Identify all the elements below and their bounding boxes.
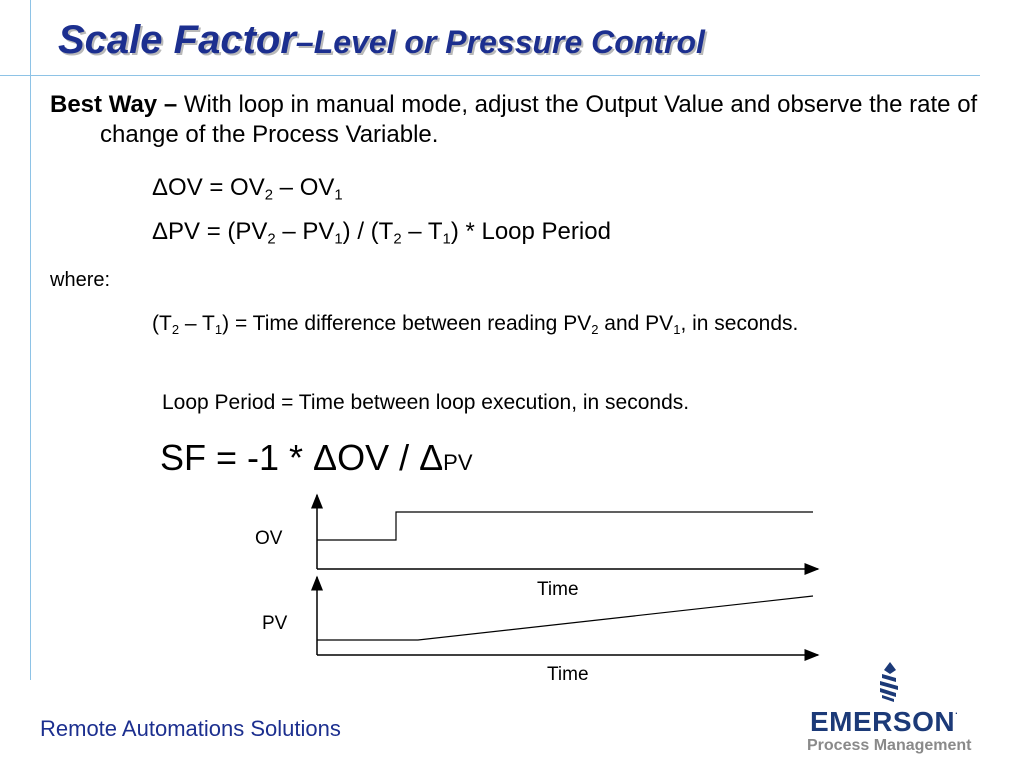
logo-trademark: . bbox=[955, 706, 959, 716]
eq-ov-subscript: 2 bbox=[264, 187, 274, 204]
eq-pv-part: – T bbox=[401, 218, 443, 245]
eq-pv-part: – PV bbox=[275, 218, 335, 245]
eq-ov-subscript: 1 bbox=[334, 187, 343, 204]
tdef-subscript: 2 bbox=[591, 321, 599, 337]
pv-time-label: Time bbox=[547, 664, 589, 685]
eq-pv-subscript: 2 bbox=[267, 231, 276, 248]
eq-ov-part: ΔOV = OV bbox=[152, 174, 265, 201]
ov-step-line bbox=[317, 512, 813, 540]
pv-axis-label: PV bbox=[262, 613, 288, 634]
where-label: where: bbox=[50, 269, 111, 291]
tdef-subscript: 1 bbox=[673, 321, 681, 337]
sf-pv: PV bbox=[443, 450, 473, 475]
tdef-part: and PV bbox=[598, 312, 674, 335]
eq-pv-subscript: 2 bbox=[393, 231, 402, 248]
tdef-subscript: 2 bbox=[171, 321, 180, 337]
title-sub: –Level or Pressure Control bbox=[295, 24, 705, 60]
eq-pv-subscript: 1 bbox=[334, 231, 343, 248]
eq-ov-part: – OV bbox=[273, 174, 335, 201]
sf-main: SF = -1 * ΔOV / Δ bbox=[160, 437, 444, 478]
tdef-part: (T bbox=[152, 312, 172, 335]
tdef-subscript: 1 bbox=[214, 321, 223, 337]
intro-text: With loop in manual mode, adjust the Output Value and observe the rate of change of the Process Variable. bbox=[100, 91, 978, 148]
ov-time-label: Time bbox=[537, 579, 579, 600]
logo-brand bbox=[810, 706, 958, 738]
emerson-symbol-icon bbox=[880, 662, 898, 702]
pv-ramp-line bbox=[317, 596, 813, 640]
eq-pv-part: ΔPV = (PV bbox=[152, 218, 268, 245]
ov-axis-label: OV bbox=[255, 528, 283, 549]
eq-pv-subscript: 1 bbox=[442, 231, 451, 248]
tdef-part: , in seconds. bbox=[680, 312, 799, 335]
eq-pv-part: ) / (T bbox=[342, 218, 394, 245]
intro-lead: Best Way – bbox=[50, 91, 178, 118]
loop-period-definition: Loop Period = Time between loop execution, in seconds. bbox=[162, 391, 690, 414]
logo-division: Process Management bbox=[807, 737, 972, 754]
eq-pv-part: ) * Loop Period bbox=[450, 218, 611, 245]
tdef-part: ) = Time difference between reading PV bbox=[222, 312, 592, 335]
footer-text: Remote Automations Solutions bbox=[40, 716, 341, 741]
tdef-part: – T bbox=[179, 312, 215, 335]
logo-brand-text: EMERSON bbox=[810, 706, 956, 737]
title-main: Scale Factor bbox=[58, 18, 296, 62]
